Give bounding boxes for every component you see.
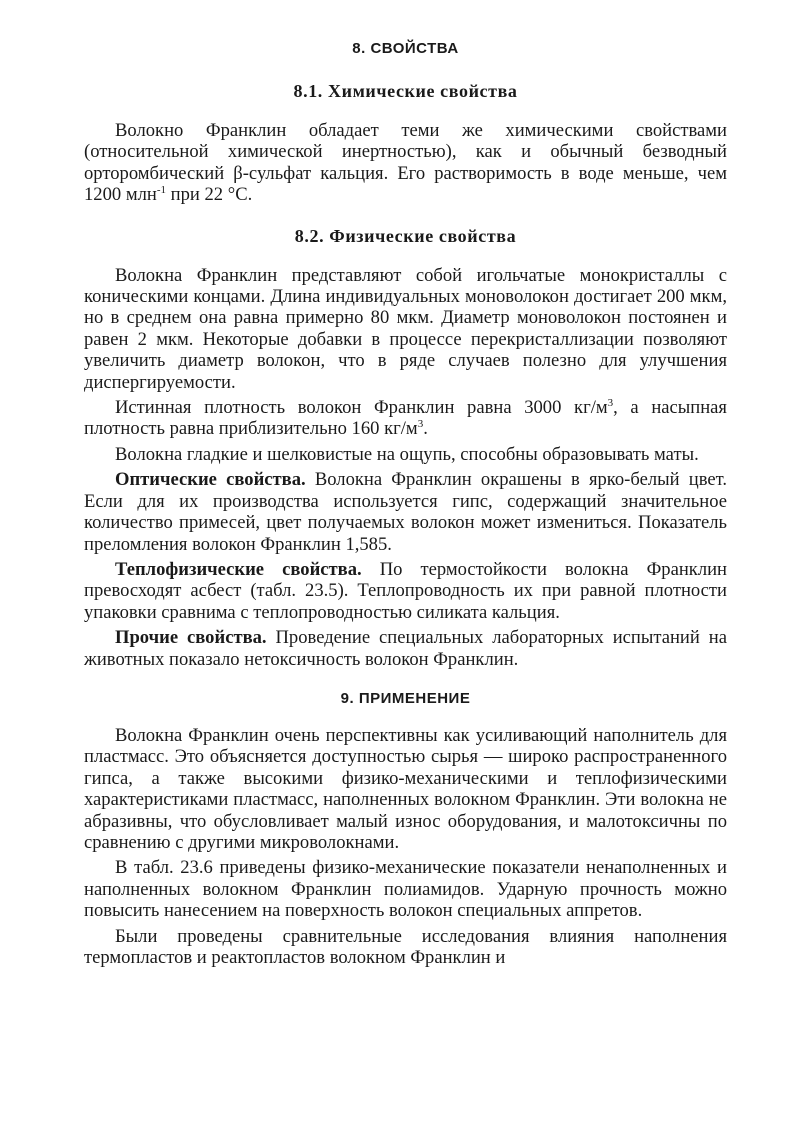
paragraph-chemical-properties [84, 120, 727, 206]
lead-in-optical: Оптические свойства. [115, 469, 306, 491]
superscript: 3 [417, 418, 424, 431]
paragraph-fiber-morphology: Волокна Франклин представляют собой игольчатые монокристаллы с коническими концами. Длина индивидуальных моноволокон достигает 200 мкм, но в среднем она равна примерно 80 мкм. Диаметр моноволокон постоянен и равен 2 мкм. Некоторые добавки в процессе перекристаллизации позволяют увеличить диаметр волокон, что в ряде случаев полезно для улучшения диспергируемости. [84, 264, 727, 393]
text-run: Проведение специальных лабораторных испытаний на животных показало нетоксичность волокон Франклин. [84, 627, 727, 670]
subsection-8-1-title: 8.1. Химические свойства [293, 81, 518, 101]
lead-in-other: Прочие свойства. [115, 627, 267, 649]
paragraph-density [84, 397, 727, 440]
text-run: По термостойкости волокна Франклин превосходят асбест (табл. 23.5). Теплопроводность их при равной плотности упаковки сравнима с теплопроводностью силиката кальция. [84, 558, 727, 623]
subsection-8-2-title: 8.2. Физические свойства [294, 225, 517, 246]
paragraph-applications: Волокна Франклин очень перспективны как усиливающий наполнитель для пластмасс. Это объясняется доступностью сырья — широко распространенного гипса, а также высокими физико-механическими и теплофизическими характеристиками пластмасс, наполненных волокном Франклин. Эти волокна не абразивны, что обусловливает малый износ оборудования, и малотоксичны по сравнению с другими микроволокнами. [84, 724, 727, 853]
lead-in-thermal: Теплофизические свойства. [115, 558, 362, 580]
paragraph-other-properties [84, 627, 727, 670]
text-run: при 22 °С. [166, 184, 253, 206]
page-content [84, 40, 727, 968]
text-run: Истинная плотность волокон Франклин равна 3000 кг/м [115, 397, 608, 419]
paragraph-thermal-properties [84, 559, 727, 623]
section-8-title: 8. СВОЙСТВА [352, 40, 459, 57]
paragraph-texture: Волокна гладкие и шелковистые на ощупь, способны образовывать маты. [115, 443, 699, 465]
text-run: . [423, 418, 428, 440]
paragraph-optical-properties [84, 469, 727, 555]
text-run: Волокна Франклин окрашены в ярко-белый цвет. Если для их производства используется гипс, содержащий значительное количество примесей, цвет получаемых волокон может измениться. Показатель преломления волокон Франклин 1,585. [84, 469, 727, 555]
section-9-title: 9. ПРИМЕНЕНИЕ [340, 689, 471, 707]
text-run: , а насыпная плотность равна приблизительно 160 кг/м [84, 397, 727, 440]
paragraph-table-reference: В табл. 23.6 приведены физико-механические показатели ненаполненных и наполненных волокном Франклин полиамидов. Ударную прочность можно повысить нанесением на поверхность волокон специальных аппретов. [84, 857, 727, 922]
superscript: 3 [607, 396, 614, 409]
superscript: -1 [156, 184, 167, 197]
paragraph-comparative-studies: Были проведены сравнительные исследования влияния наполнения термопластов и реактопластов волокном Франклин и [84, 925, 727, 968]
text-run: Волокно Франклин обладает теми же химическими свойствами (относительной химической инертностью), как и обычный безводный орторомбический β-сульфат кальция. Его растворимость в воде меньше, чем 1200 млн [84, 120, 727, 206]
